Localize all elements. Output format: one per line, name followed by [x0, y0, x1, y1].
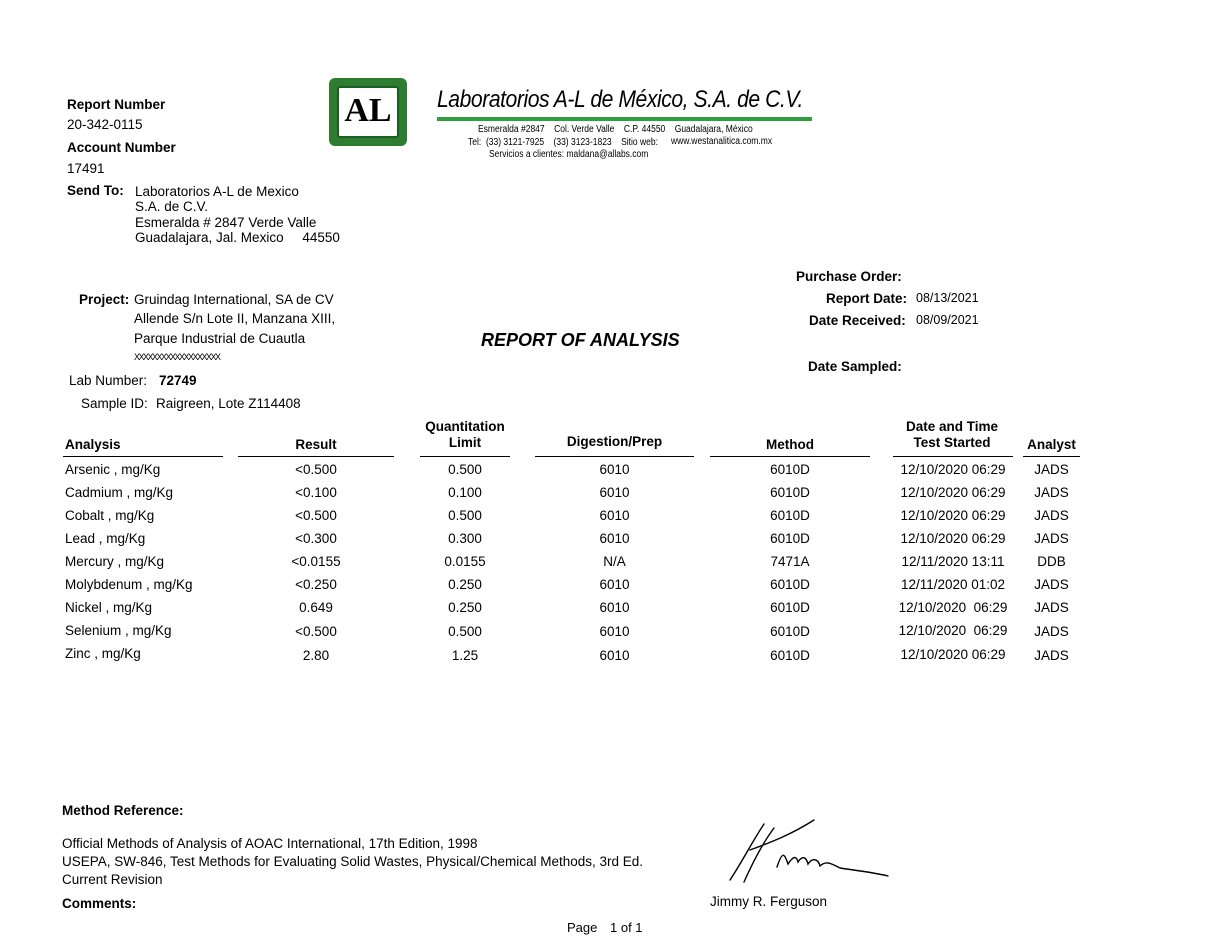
- report-title: REPORT OF ANALYSIS: [481, 330, 680, 350]
- cell-analyst: JADS: [1034, 531, 1069, 546]
- col-analysis: Analysis: [65, 437, 121, 452]
- cell-analysis: Nickel , mg/Kg: [65, 600, 153, 615]
- company-name: Laboratorios A-L de México, S.A. de C.V.: [437, 86, 803, 113]
- cell-digestion: 6010: [599, 648, 630, 663]
- col-analyst: Analyst: [1027, 437, 1076, 452]
- report-date-label: Report Date:: [826, 291, 908, 306]
- cell-analyst: JADS: [1034, 577, 1069, 592]
- purchase-order-label: Purchase Order:: [796, 269, 902, 284]
- cell-digestion: 6010: [599, 600, 630, 615]
- header-underline: [710, 456, 870, 457]
- method-reference-line: Current Revision: [62, 872, 163, 887]
- send-to-label: Send To:: [67, 183, 124, 198]
- signature-image: [722, 812, 892, 887]
- project-line: Allende S/n Lote II, Manzana XIII,: [134, 311, 336, 326]
- cell-digestion: 6010: [599, 462, 630, 477]
- report-number: 20-342-0115: [67, 117, 143, 132]
- cell-digestion: 6010: [599, 508, 630, 523]
- project-line-redacted: XXXXXXXXXXXXXXXXXXX: [134, 352, 220, 362]
- company-phone: Tel: (33) 3121-7925 (33) 3123-1823 Sitio web:: [468, 137, 658, 148]
- cell-date: 12/10/2020 06:29: [900, 508, 1006, 523]
- comments-label: Comments:: [62, 896, 137, 911]
- cell-ql: 0.250: [448, 600, 482, 615]
- account-number: 17491: [67, 161, 105, 176]
- cell-analyst: JADS: [1034, 508, 1069, 523]
- report-number-label: Report Number: [67, 97, 166, 112]
- cell-ql: 0.100: [448, 485, 482, 500]
- date-received: 08/09/2021: [916, 313, 979, 327]
- cell-analyst: JADS: [1034, 462, 1069, 477]
- cell-analyst: JADS: [1034, 485, 1069, 500]
- cell-result: <0.500: [295, 624, 337, 639]
- header-underline: [63, 456, 223, 457]
- cell-method: 6010D: [770, 485, 810, 500]
- company-address: Esmeralda #2847 Col. Verde Valle C.P. 44550 Guadalajara, México: [478, 124, 753, 135]
- header-underline: [1023, 456, 1080, 457]
- cell-digestion: 6010: [599, 485, 630, 500]
- header-underline: [238, 456, 394, 457]
- company-service: Servicios a clientes: maldana@allabs.com: [489, 149, 649, 160]
- company-website: www.westanalitica.com.mx: [671, 136, 773, 147]
- col-ql-line2: Limit: [448, 435, 482, 450]
- cell-date: 12/10/2020 06:29: [900, 531, 1006, 546]
- cell-date: 12/10/2020 06:29: [898, 623, 1008, 638]
- cell-analyst: DDB: [1037, 554, 1066, 569]
- lab-number-label: Lab Number:: [69, 373, 148, 388]
- col-method: Method: [766, 437, 814, 452]
- cell-ql: 0.500: [448, 462, 482, 477]
- signer-name: Jimmy R. Ferguson: [710, 894, 828, 909]
- cell-analyst: JADS: [1034, 648, 1069, 663]
- date-received-label: Date Received:: [809, 313, 906, 328]
- cell-analysis: Molybdenum , mg/Kg: [65, 577, 193, 592]
- send-to-line: Laboratorios A-L de Mexico: [135, 184, 299, 199]
- project-line: Gruindag International, SA de CV: [134, 292, 334, 307]
- send-to-line: S.A. de C.V.: [135, 199, 209, 214]
- cell-result: 2.80: [302, 648, 330, 663]
- cell-ql: 1.25: [451, 648, 479, 663]
- cell-result: <0.100: [295, 485, 337, 500]
- project-label: Project:: [79, 292, 130, 307]
- method-reference-line: Official Methods of Analysis of AOAC International, 17th Edition, 1998: [62, 836, 478, 851]
- cell-date: 12/10/2020 06:29: [900, 462, 1006, 477]
- send-to-line: Guadalajara, Jal. Mexico 44550: [135, 230, 340, 245]
- sample-id-label: Sample ID:: [81, 396, 148, 411]
- cell-analysis: Selenium , mg/Kg: [65, 623, 172, 638]
- project-line: Parque Industrial de Cuautla: [134, 331, 306, 346]
- method-reference-line: USEPA, SW-846, Test Methods for Evaluating Solid Wastes, Physical/Chemical Methods, 3rd Ed.: [62, 854, 644, 869]
- cell-digestion: 6010: [599, 624, 630, 639]
- cell-method: 6010D: [770, 624, 810, 639]
- company-logo: [329, 78, 407, 146]
- logo-text: AL: [344, 92, 392, 129]
- cell-date: 12/10/2020 06:29: [898, 600, 1008, 615]
- method-reference-label: Method Reference:: [62, 803, 184, 818]
- lab-number: 72749: [159, 373, 197, 388]
- col-result: Result: [295, 437, 337, 452]
- cell-result: <0.250: [295, 577, 337, 592]
- cell-analysis: Lead , mg/Kg: [65, 531, 146, 546]
- col-ql-line1: Quantitation: [425, 419, 505, 434]
- account-number-label: Account Number: [67, 140, 176, 155]
- cell-date: 12/11/2020 13:11: [901, 554, 1005, 569]
- date-sampled-label: Date Sampled:: [808, 359, 902, 374]
- cell-analysis: Cadmium , mg/Kg: [65, 485, 174, 500]
- green-divider: [437, 117, 812, 121]
- cell-result: <0.300: [295, 531, 337, 546]
- cell-digestion: 6010: [599, 531, 630, 546]
- cell-date: 12/10/2020 06:29: [900, 485, 1006, 500]
- cell-digestion: N/A: [603, 554, 626, 569]
- page-label: Page: [567, 920, 598, 935]
- cell-result: <0.500: [295, 462, 337, 477]
- col-date-line2: Test Started: [913, 435, 991, 450]
- cell-ql: 0.0155: [444, 554, 486, 569]
- cell-analysis: Cobalt , mg/Kg: [65, 508, 155, 523]
- sample-id: Raigreen, Lote Z114408: [156, 396, 301, 411]
- cell-analyst: JADS: [1034, 600, 1069, 615]
- cell-result: <0.0155: [291, 554, 341, 569]
- cell-method: 7471A: [770, 554, 810, 569]
- cell-method: 6010D: [770, 462, 810, 477]
- cell-date: 12/11/2020 01:02: [900, 577, 1006, 592]
- cell-ql: 0.300: [448, 531, 482, 546]
- cell-ql: 0.500: [448, 624, 482, 639]
- header-underline: [420, 456, 510, 457]
- cell-analysis: Zinc , mg/Kg: [65, 646, 141, 661]
- cell-method: 6010D: [770, 508, 810, 523]
- header-underline: [893, 456, 1013, 457]
- cell-method: 6010D: [770, 531, 810, 546]
- col-digestion: Digestion/Prep: [566, 434, 663, 449]
- cell-analysis: Mercury , mg/Kg: [65, 554, 165, 569]
- cell-analysis: Arsenic , mg/Kg: [65, 462, 161, 477]
- cell-result: <0.500: [295, 508, 337, 523]
- col-date-line1: Date and Time: [905, 419, 999, 434]
- cell-digestion: 6010: [599, 577, 630, 592]
- cell-method: 6010D: [770, 600, 810, 615]
- send-to-line: Esmeralda # 2847 Verde Valle: [135, 215, 317, 230]
- cell-date: 12/10/2020 06:29: [900, 647, 1006, 662]
- page-number: 1 of 1: [610, 920, 643, 935]
- report-date: 08/13/2021: [916, 291, 979, 305]
- cell-method: 6010D: [770, 648, 810, 663]
- cell-result: 0.649: [299, 600, 333, 615]
- cell-analyst: JADS: [1034, 624, 1069, 639]
- header-underline: [535, 456, 694, 457]
- cell-method: 6010D: [770, 577, 810, 592]
- cell-ql: 0.500: [448, 508, 482, 523]
- cell-ql: 0.250: [448, 577, 482, 592]
